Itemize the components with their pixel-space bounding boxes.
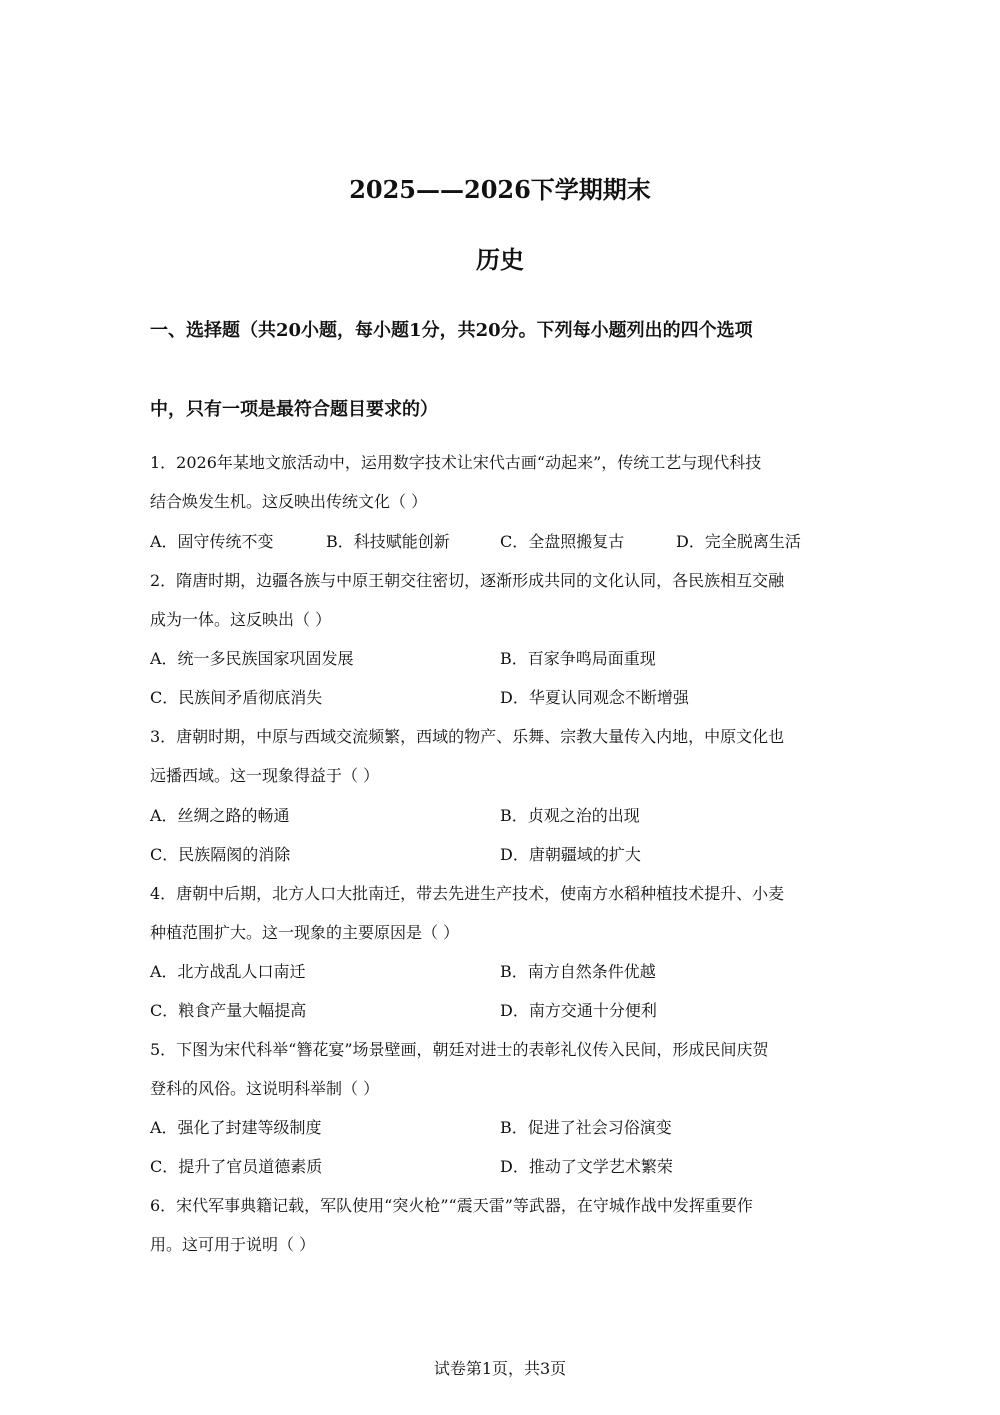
question-3-option-d: D．唐朝疆域的扩大 <box>500 845 641 864</box>
question-3-option-c: C．民族隔阂的消除 <box>150 845 291 864</box>
question-3-stem-line-1: 3．唐朝时期，中原与西域交流频繁，西域的物产、乐舞、宗教大量传入内地，中原文化也 <box>150 727 785 746</box>
question-4-stem-line-1: 4．唐朝中后期，北方人口大批南迁，带去先进生产技术，使南方水稻种植技术提升、小麦 <box>150 884 785 903</box>
question-2-stem-line-1: 2．隋唐时期，边疆各族与中原王朝交往密切，逐渐形成共同的文化认同，各民族相互交融 <box>150 571 785 590</box>
question-5-option-a: A．强化了封建等级制度 <box>150 1118 322 1137</box>
question-6-stem-line-1: 6．宋代军事典籍记载，军队使用“突火枪”“震天雷”等武器，在守城作战中发挥重要作 <box>150 1196 753 1215</box>
question-1-option-c: C．全盘照搬复古 <box>500 532 625 551</box>
question-4-option-d: D．南方交通十分便利 <box>500 1001 657 1020</box>
question-5-option-b: B．促进了社会习俗演变 <box>500 1118 672 1137</box>
question-2-option-b: B．百家争鸣局面重现 <box>500 649 656 668</box>
subject-title: 历史 <box>476 245 524 274</box>
question-2-option-a: A．统一多民族国家巩固发展 <box>150 649 354 668</box>
question-5-stem-line-2: 登科的风俗。这说明科举制（ ） <box>150 1079 380 1098</box>
question-1-option-b: B．科技赋能创新 <box>326 532 450 551</box>
question-5-option-d: D．推动了文学艺术繁荣 <box>500 1157 673 1176</box>
question-5-option-c: C．提升了官员道德素质 <box>150 1157 323 1176</box>
question-2-stem-line-2: 成为一体。这反映出（ ） <box>150 610 332 629</box>
page-footer: 试卷第1页，共3页 <box>433 1359 567 1378</box>
question-4-option-c: C．粮食产量大幅提高 <box>150 1001 307 1020</box>
question-1-stem-line-1: 1．2026年某地文旅活动中，运用数字技术让宋代古画“动起来”，传统工艺与现代科技 <box>150 453 762 472</box>
question-4-stem-line-2: 种植范围扩大。这一现象的主要原因是（ ） <box>150 923 460 942</box>
question-4-option-b: B．南方自然条件优越 <box>500 962 656 981</box>
question-3-stem-line-2: 远播西域。这一现象得益于（ ） <box>150 766 380 785</box>
question-2-option-c: C．民族间矛盾彻底消失 <box>150 688 323 707</box>
section-heading-line-1: 一、选择题（共20小题，每小题1分，共20分。下列每小题列出的四个选项 <box>150 320 753 341</box>
section-heading-line-2: 中，只有一项是最符合题目要求的） <box>150 399 438 420</box>
question-3-option-b: B．贞观之治的出现 <box>500 806 640 825</box>
question-1-stem-line-2: 结合焕发生机。这反映出传统文化（ ） <box>150 492 428 511</box>
question-3-option-a: A．丝绸之路的畅通 <box>150 806 290 825</box>
question-6-stem-line-2: 用。这可用于说明（ ） <box>150 1235 316 1254</box>
question-4-option-a: A．北方战乱人口南迁 <box>150 962 306 981</box>
question-2-option-d: D．华夏认同观念不断增强 <box>500 688 689 707</box>
question-5-stem-line-1: 5．下图为宋代科举“簪花宴”场景壁画，朝廷对进士的表彰礼仪传入民间，形成民间庆贺 <box>150 1040 769 1059</box>
question-1-option-a: A．固守传统不变 <box>150 532 274 551</box>
question-1-option-d: D．完全脱离生活 <box>676 532 801 551</box>
exam-title: 2025——2026下学期期末 <box>349 175 651 204</box>
